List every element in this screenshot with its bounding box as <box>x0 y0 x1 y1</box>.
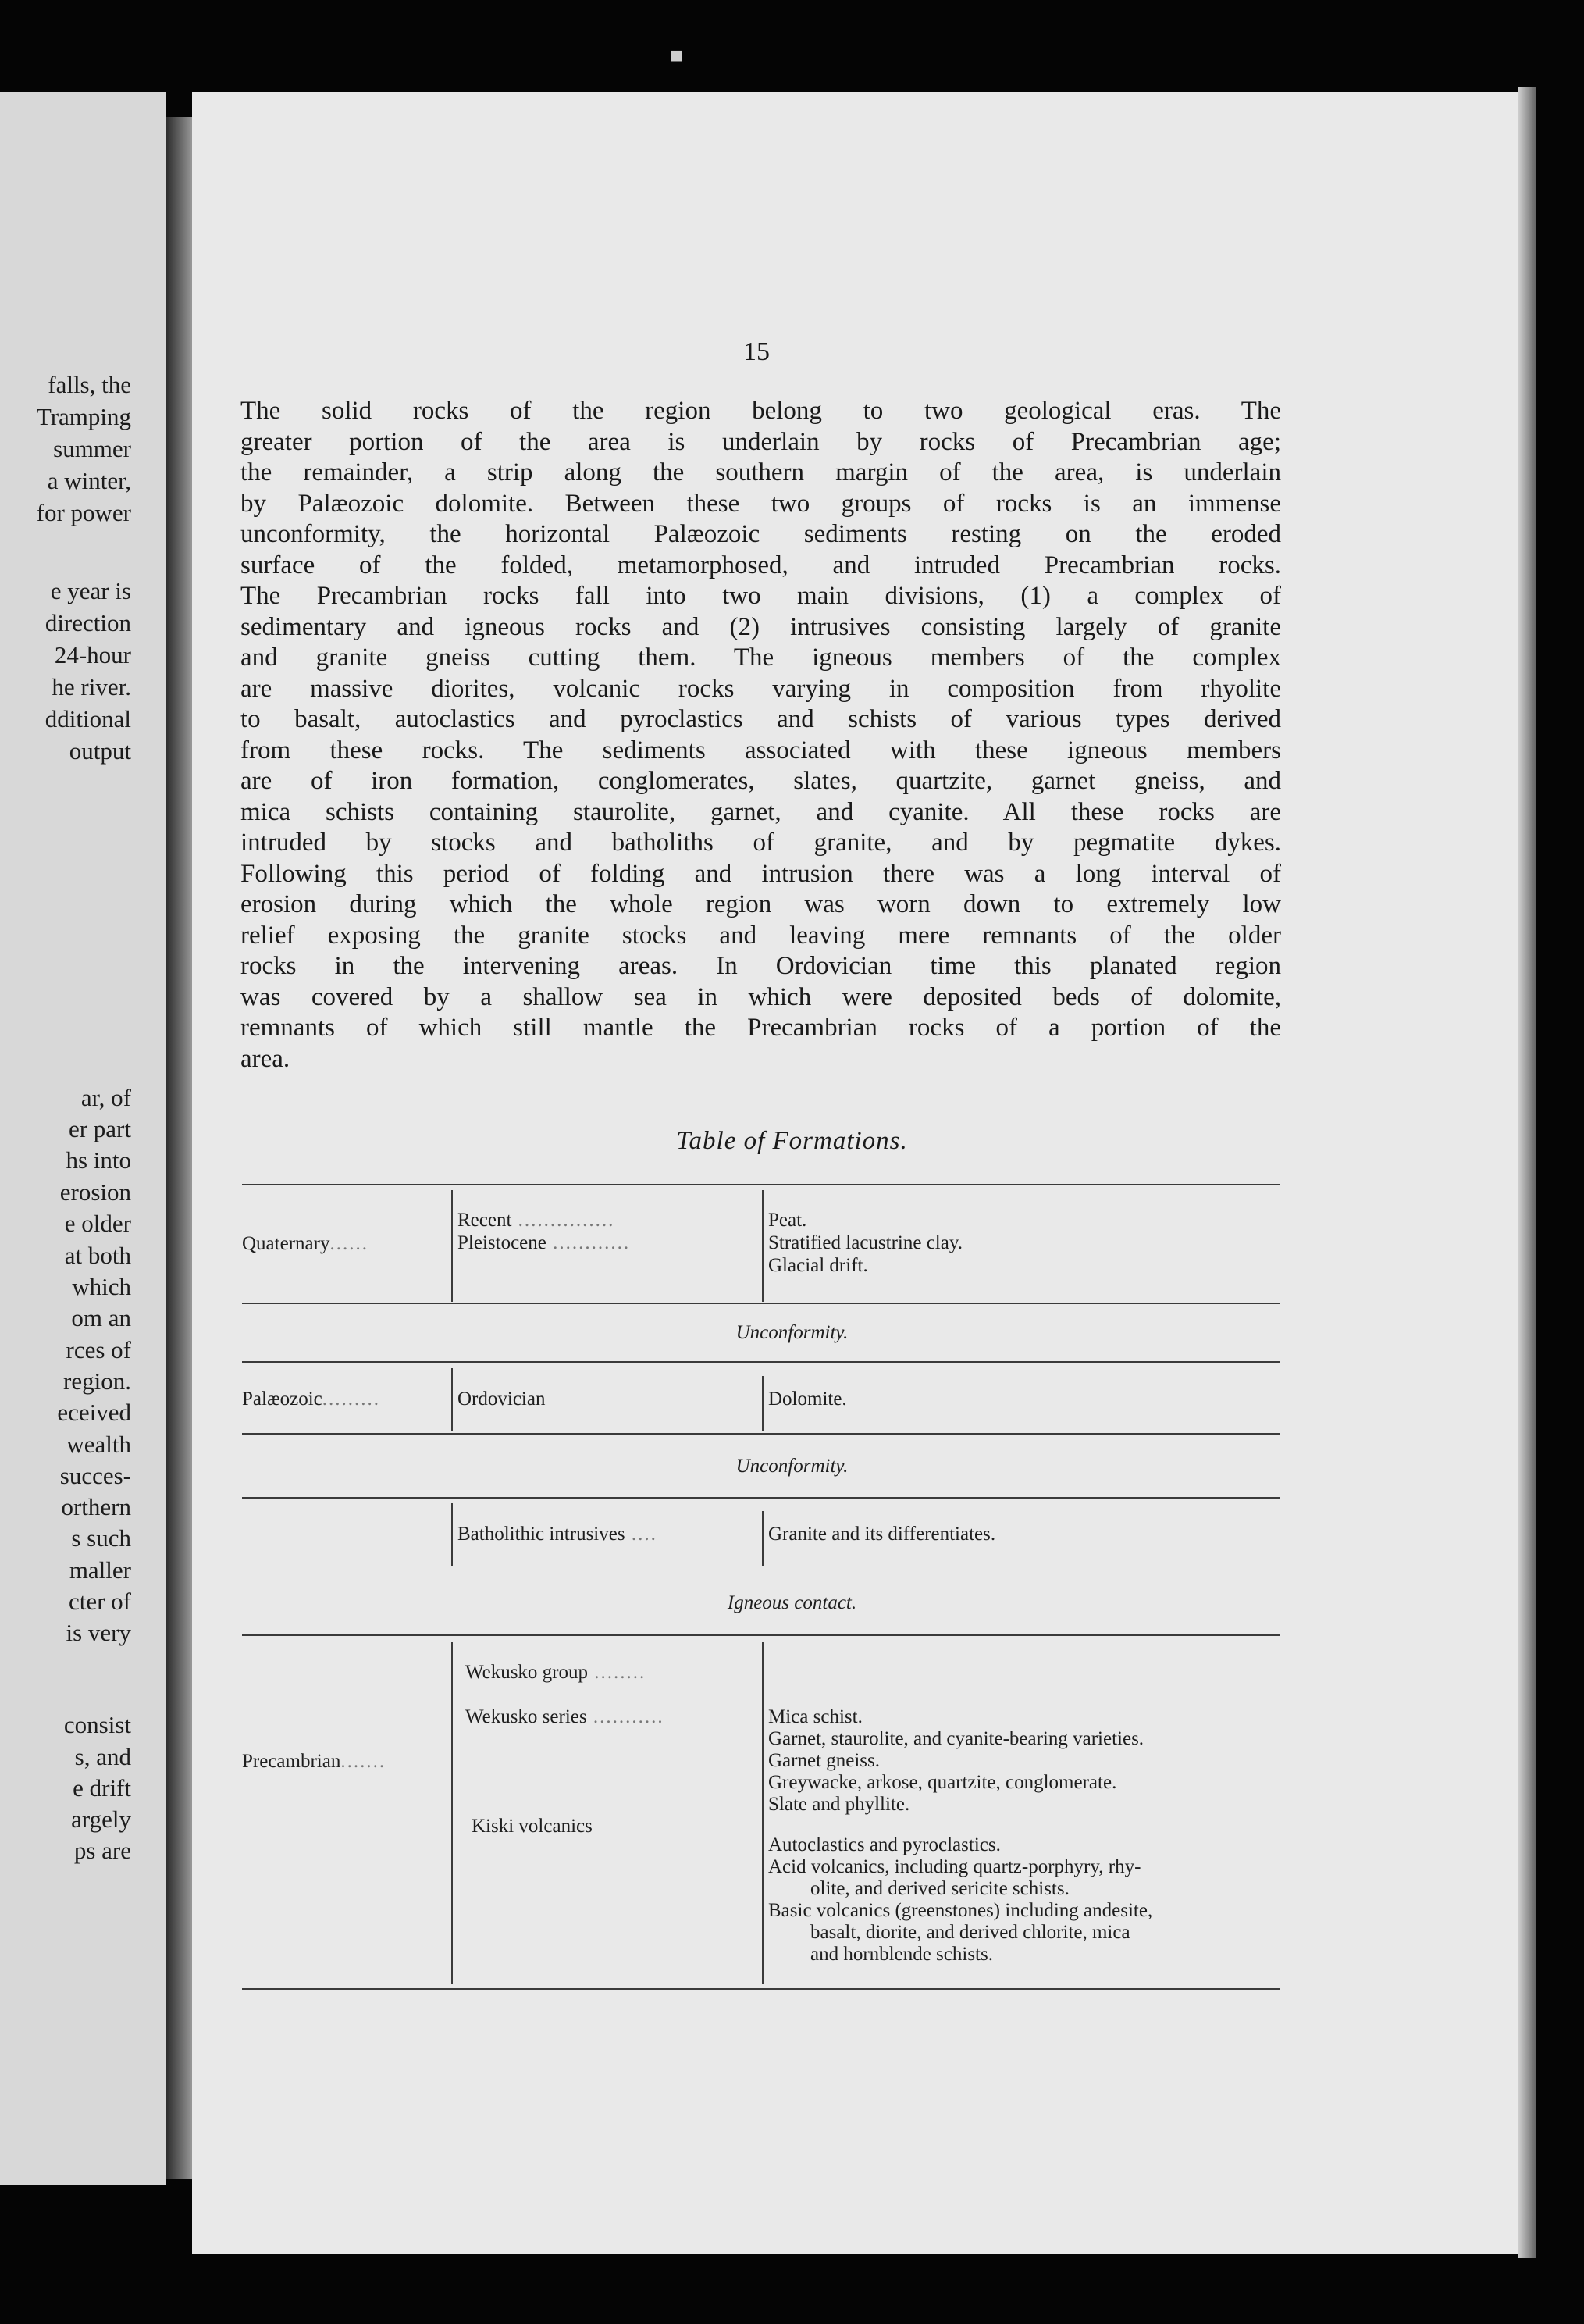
left-page-text-fragment: Tramping <box>36 403 131 430</box>
left-page-text-fragment: maller <box>69 1556 131 1584</box>
body-line: to basalt, autoclastics and pyroclastics and schists of various types derived <box>240 705 1281 733</box>
body-line: mica schists containing staurolite, garnet, and cyanite. All these rocks are <box>240 797 1281 826</box>
body-line: the remainder, a strip along the southern margin of the area, is underlain <box>240 458 1281 487</box>
left-page-text-fragment: om an <box>71 1304 131 1331</box>
rock-garnet-varieties: Garnet, staurolite, and cyanite-bearing varieties. <box>768 1728 1144 1749</box>
table-rule <box>242 1497 1280 1499</box>
era-quaternary: Quaternary...... <box>242 1233 368 1254</box>
rock-dolomite: Dolomite. <box>768 1388 847 1410</box>
body-line: relief exposing the granite stocks and leaving mere remnants of the older <box>240 921 1281 950</box>
left-page-text-fragment: a winter, <box>47 467 131 494</box>
table-rule <box>242 1433 1280 1435</box>
rock-garnet-gneiss: Garnet gneiss. <box>768 1750 881 1771</box>
left-page-text-fragment: which <box>72 1273 131 1300</box>
body-line: rocks in the intervening areas. In Ordovician time this planated region <box>240 952 1281 980</box>
rock-peat: Peat. <box>768 1210 807 1231</box>
unconformity-label: Unconformity. <box>735 1456 849 1477</box>
left-page-text-fragment: hs into <box>66 1146 131 1174</box>
column-divider <box>762 1376 764 1431</box>
body-paragraph <box>240 396 1281 1075</box>
left-page-text-fragment: summer <box>53 435 131 462</box>
rock-granite: Granite and its differentiates. <box>768 1524 996 1545</box>
left-page-text-fragment: for power <box>36 499 131 526</box>
left-page-text-fragment: direction <box>44 609 131 636</box>
left-page-text-fragment: succes- <box>59 1462 131 1489</box>
body-line: by Palæozoic dolomite. Between these two groups of rocks is an immense <box>240 489 1281 518</box>
left-page-text-fragment: s such <box>71 1524 131 1552</box>
body-line: surface of the folded, metamorphosed, and intruded Precambrian rocks. <box>240 551 1281 579</box>
body-line: unconformity, the horizontal Palæozoic sediments resting on the eroded <box>240 520 1281 548</box>
body-line: are of iron formation, conglomerates, slates, quartzite, garnet gneiss, and <box>240 767 1281 795</box>
page-number: 15 <box>743 337 770 366</box>
column-divider <box>762 1511 764 1566</box>
left-page-text-fragment: ps are <box>73 1837 131 1864</box>
body-line: The solid rocks of the region belong to two geological eras. The <box>240 397 1281 425</box>
body-line: The Precambrian rocks fall into two main divisions, (1) a complex of <box>240 582 1281 610</box>
rock-acid-volcanics: Acid volcanics, including quartz-porphyry, rhy- <box>768 1856 1141 1877</box>
left-page-text-fragment: dditional <box>44 705 131 732</box>
rock-basic-volcanics: Basic volcanics (greenstones) including andesite, <box>768 1900 1153 1921</box>
rock-slate-phyllite: Slate and phyllite. <box>768 1794 910 1815</box>
table-rule <box>242 1361 1280 1363</box>
rock-basic-volcanics-cont: basalt, diorite, and derived chlorite, mica <box>810 1922 1130 1943</box>
rock-mica-schist: Mica schist. <box>768 1706 863 1727</box>
table-rule-bottom <box>242 1988 1280 1990</box>
age-pleistocene: Pleistocene ............ <box>457 1232 631 1253</box>
body-line: Following this period of folding and intrusion there was a long interval of <box>240 859 1281 888</box>
unit-batholithic-intrusives: Batholithic intrusives .... <box>457 1524 657 1545</box>
page-edge <box>1518 87 1536 2258</box>
left-page-text-fragment: s, and <box>74 1743 131 1770</box>
body-line: erosion during which the whole region was worn down to extremely low <box>240 890 1281 918</box>
left-page-text-fragment: e older <box>64 1210 131 1237</box>
rock-acid-volcanics-cont: olite, and derived sericite schists. <box>810 1878 1070 1899</box>
body-line: remnants of which still mantle the Precambrian rocks of a portion of the <box>240 1014 1281 1042</box>
column-divider <box>451 1642 453 1984</box>
left-page-text-fragment: 24-hour <box>54 641 131 668</box>
left-page-text-fragment: at both <box>64 1242 131 1269</box>
column-divider <box>451 1368 453 1431</box>
body-line: was covered by a shallow sea in which were deposited beds of dolomite, <box>240 982 1281 1011</box>
body-line: are massive diorites, volcanic rocks varying in composition from rhyolite <box>240 674 1281 703</box>
body-line: sedimentary and igneous rocks and (2) intrusives consisting largely of granite <box>240 612 1281 641</box>
rock-lacustrine-clay: Stratified lacustrine clay. <box>768 1232 963 1253</box>
body-line: greater portion of the area is underlain by rocks of Precambrian age; <box>240 427 1281 456</box>
column-divider <box>762 1190 764 1302</box>
left-page-text-fragment: wealth <box>66 1431 131 1458</box>
left-page-text-fragment: consist <box>63 1711 131 1738</box>
rock-autoclastics: Autoclastics and pyroclastics. <box>768 1834 1001 1855</box>
left-page-text-fragment: orthern <box>61 1493 131 1520</box>
left-page-text-fragment: falls, the <box>48 371 131 398</box>
kiski-volcanics: Kiski volcanics <box>472 1816 593 1837</box>
wekusko-group: Wekusko group ........ <box>465 1662 646 1683</box>
left-page-text-fragment: e year is <box>50 577 131 604</box>
column-divider <box>451 1503 453 1566</box>
left-page-text-fragment: erosion <box>59 1178 131 1206</box>
rock-glacial-drift: Glacial drift. <box>768 1255 868 1276</box>
column-divider <box>762 1642 764 1984</box>
left-page-text-fragment: is very <box>66 1619 131 1646</box>
unconformity-label: Unconformity. <box>735 1322 849 1343</box>
table-title: Table of Formations. <box>676 1127 908 1155</box>
left-page-text-fragment: output <box>69 737 131 765</box>
table-rule-top <box>242 1184 1280 1185</box>
age-ordovician: Ordovician <box>457 1388 546 1410</box>
wekusko-series: Wekusko series ........... <box>465 1706 664 1727</box>
left-page-text-fragment: rces of <box>66 1336 131 1363</box>
rock-basic-volcanics-cont: and hornblende schists. <box>810 1944 993 1965</box>
left-page-text-fragment: er part <box>68 1115 131 1142</box>
body-line: intruded by stocks and batholiths of granite, and by pegmatite dykes. <box>240 829 1281 857</box>
body-line: area. <box>240 1044 290 1073</box>
era-palaeozoic: Palæozoic......... <box>242 1388 381 1410</box>
igneous-contact-label: Igneous contact. <box>727 1592 857 1613</box>
left-page-text-fragment: eceived <box>57 1399 131 1426</box>
body-line: from these rocks. The sediments associated with these igneous members <box>240 736 1281 765</box>
left-page-text-fragment: he river. <box>52 673 131 700</box>
era-precambrian: Precambrian....... <box>242 1751 386 1772</box>
left-page-text-fragment: ar, of <box>80 1084 131 1111</box>
rock-greywacke: Greywacke, arkose, quartzite, conglomerate. <box>768 1772 1117 1793</box>
table-rule <box>242 1634 1280 1636</box>
column-divider <box>451 1190 453 1302</box>
left-page-text-fragment: e drift <box>73 1774 131 1802</box>
left-page-text-fragment: region. <box>63 1367 131 1395</box>
left-page-text-fragment: cter of <box>68 1588 131 1615</box>
top-mark: ■ <box>670 44 683 68</box>
age-recent: Recent ............... <box>457 1210 615 1231</box>
body-line: and granite gneiss cutting them. The igneous members of the complex <box>240 643 1281 672</box>
table-rule <box>242 1303 1280 1304</box>
left-page-text-fragment: argely <box>71 1805 131 1833</box>
